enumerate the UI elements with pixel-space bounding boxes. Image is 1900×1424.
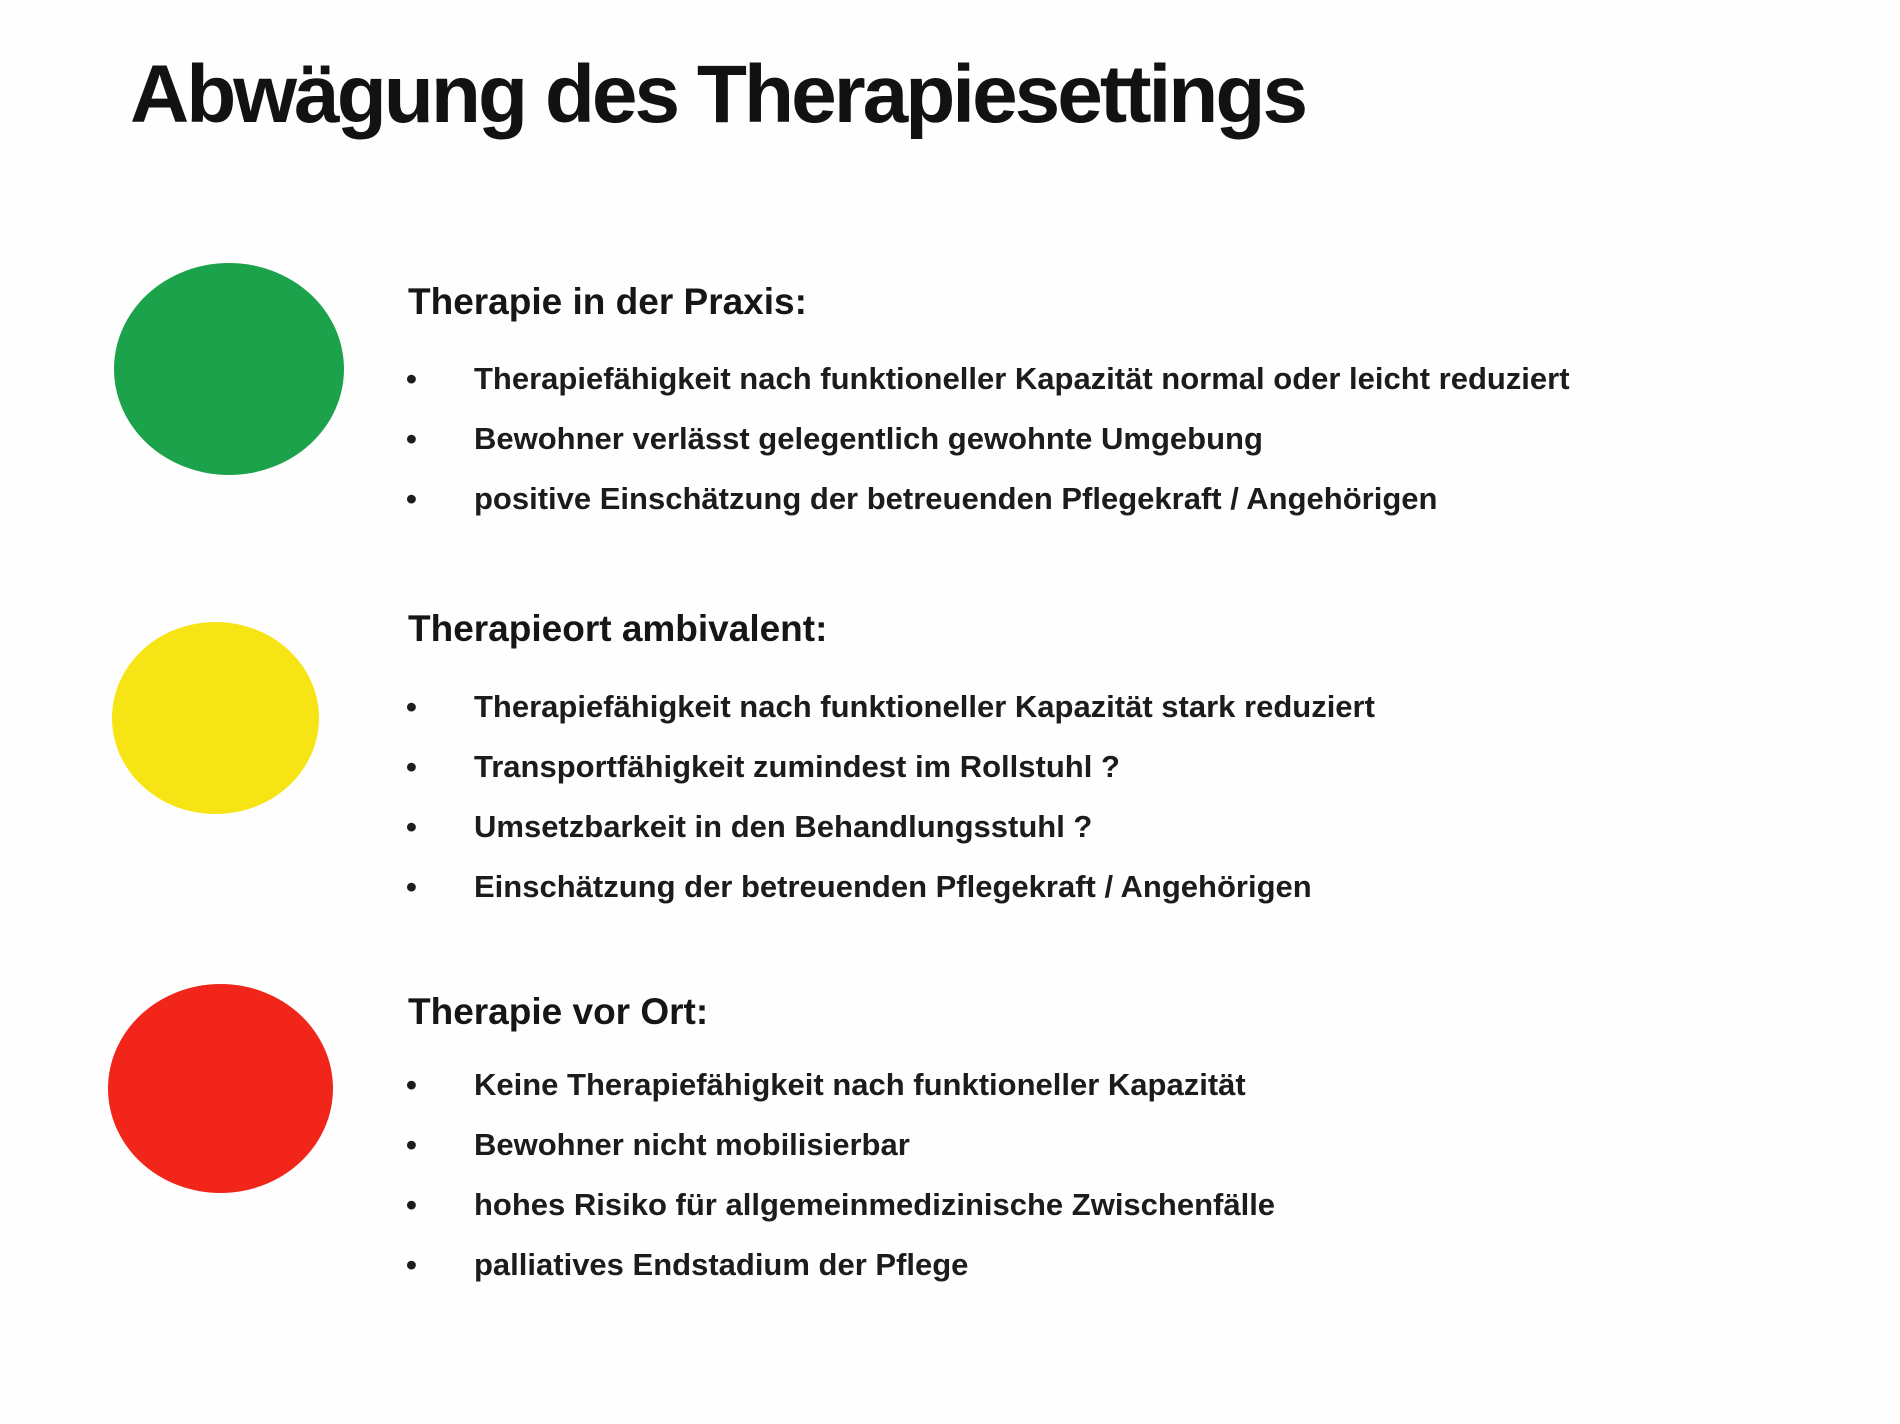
bullet-dot-icon: • [406,1187,417,1222]
bullet-text: Umsetzbarkeit in den Behandlungsstuhl ? [474,809,1093,844]
bullet-dot-icon: • [406,1067,417,1102]
bullet-text: Bewohner nicht mobilisierbar [474,1127,910,1162]
bullet-dot-icon: • [406,869,417,904]
bullet-dot-icon: • [406,1127,417,1162]
slide-title: Abwägung des Therapiesettings [130,49,1306,140]
list-item [404,1062,1584,1108]
bullet-dot-icon: • [406,421,417,456]
bullet-text: Einschätzung der betreuenden Pflegekraft / Angehörigen [474,869,1312,904]
bullet-list-yellow [404,684,1584,924]
bullet-text: hohes Risiko für allgemeinmedizinische Zwischenfälle [474,1187,1276,1222]
bullet-text: Bewohner verlässt gelegentlich gewohnte Umgebung [474,421,1263,456]
bullet-list-green [404,356,1584,536]
bullet-text: palliatives Endstadium der Pflege [474,1247,969,1282]
list-item [404,1242,1584,1288]
list-item [404,864,1584,910]
list-item [404,804,1584,850]
red-traffic-light-circle [108,984,333,1193]
list-item [404,1122,1584,1168]
bullet-text: Therapiefähigkeit nach funktioneller Kapazität stark reduziert [474,689,1375,724]
list-item [404,684,1584,730]
bullet-text: Transportfähigkeit zumindest im Rollstuhl ? [474,749,1120,784]
section-heading-therapie-in-der-praxis: Therapie in der Praxis: [408,281,807,322]
section-heading-therapie-vor-ort: Therapie vor Ort: [408,991,709,1032]
bullet-dot-icon: • [406,1247,417,1282]
bullet-text: Therapiefähigkeit nach funktioneller Kapazität normal oder leicht reduziert [474,361,1570,396]
bullet-list-red [404,1062,1584,1302]
list-item [404,356,1584,402]
list-item [404,416,1584,462]
bullet-dot-icon: • [406,809,417,844]
list-item [404,1182,1584,1228]
yellow-traffic-light-circle [112,622,319,814]
bullet-dot-icon: • [406,481,417,516]
section-heading-therapieort-ambivalent: Therapieort ambivalent: [408,608,828,649]
bullet-text: positive Einschätzung der betreuenden Pflegekraft / Angehörigen [474,481,1438,516]
bullet-dot-icon: • [406,361,417,396]
green-traffic-light-circle [114,263,344,475]
list-item [404,744,1584,790]
bullet-text: Keine Therapiefähigkeit nach funktioneller Kapazität [474,1067,1246,1102]
bullet-dot-icon: • [406,749,417,784]
bullet-dot-icon: • [406,689,417,724]
list-item [404,476,1584,522]
